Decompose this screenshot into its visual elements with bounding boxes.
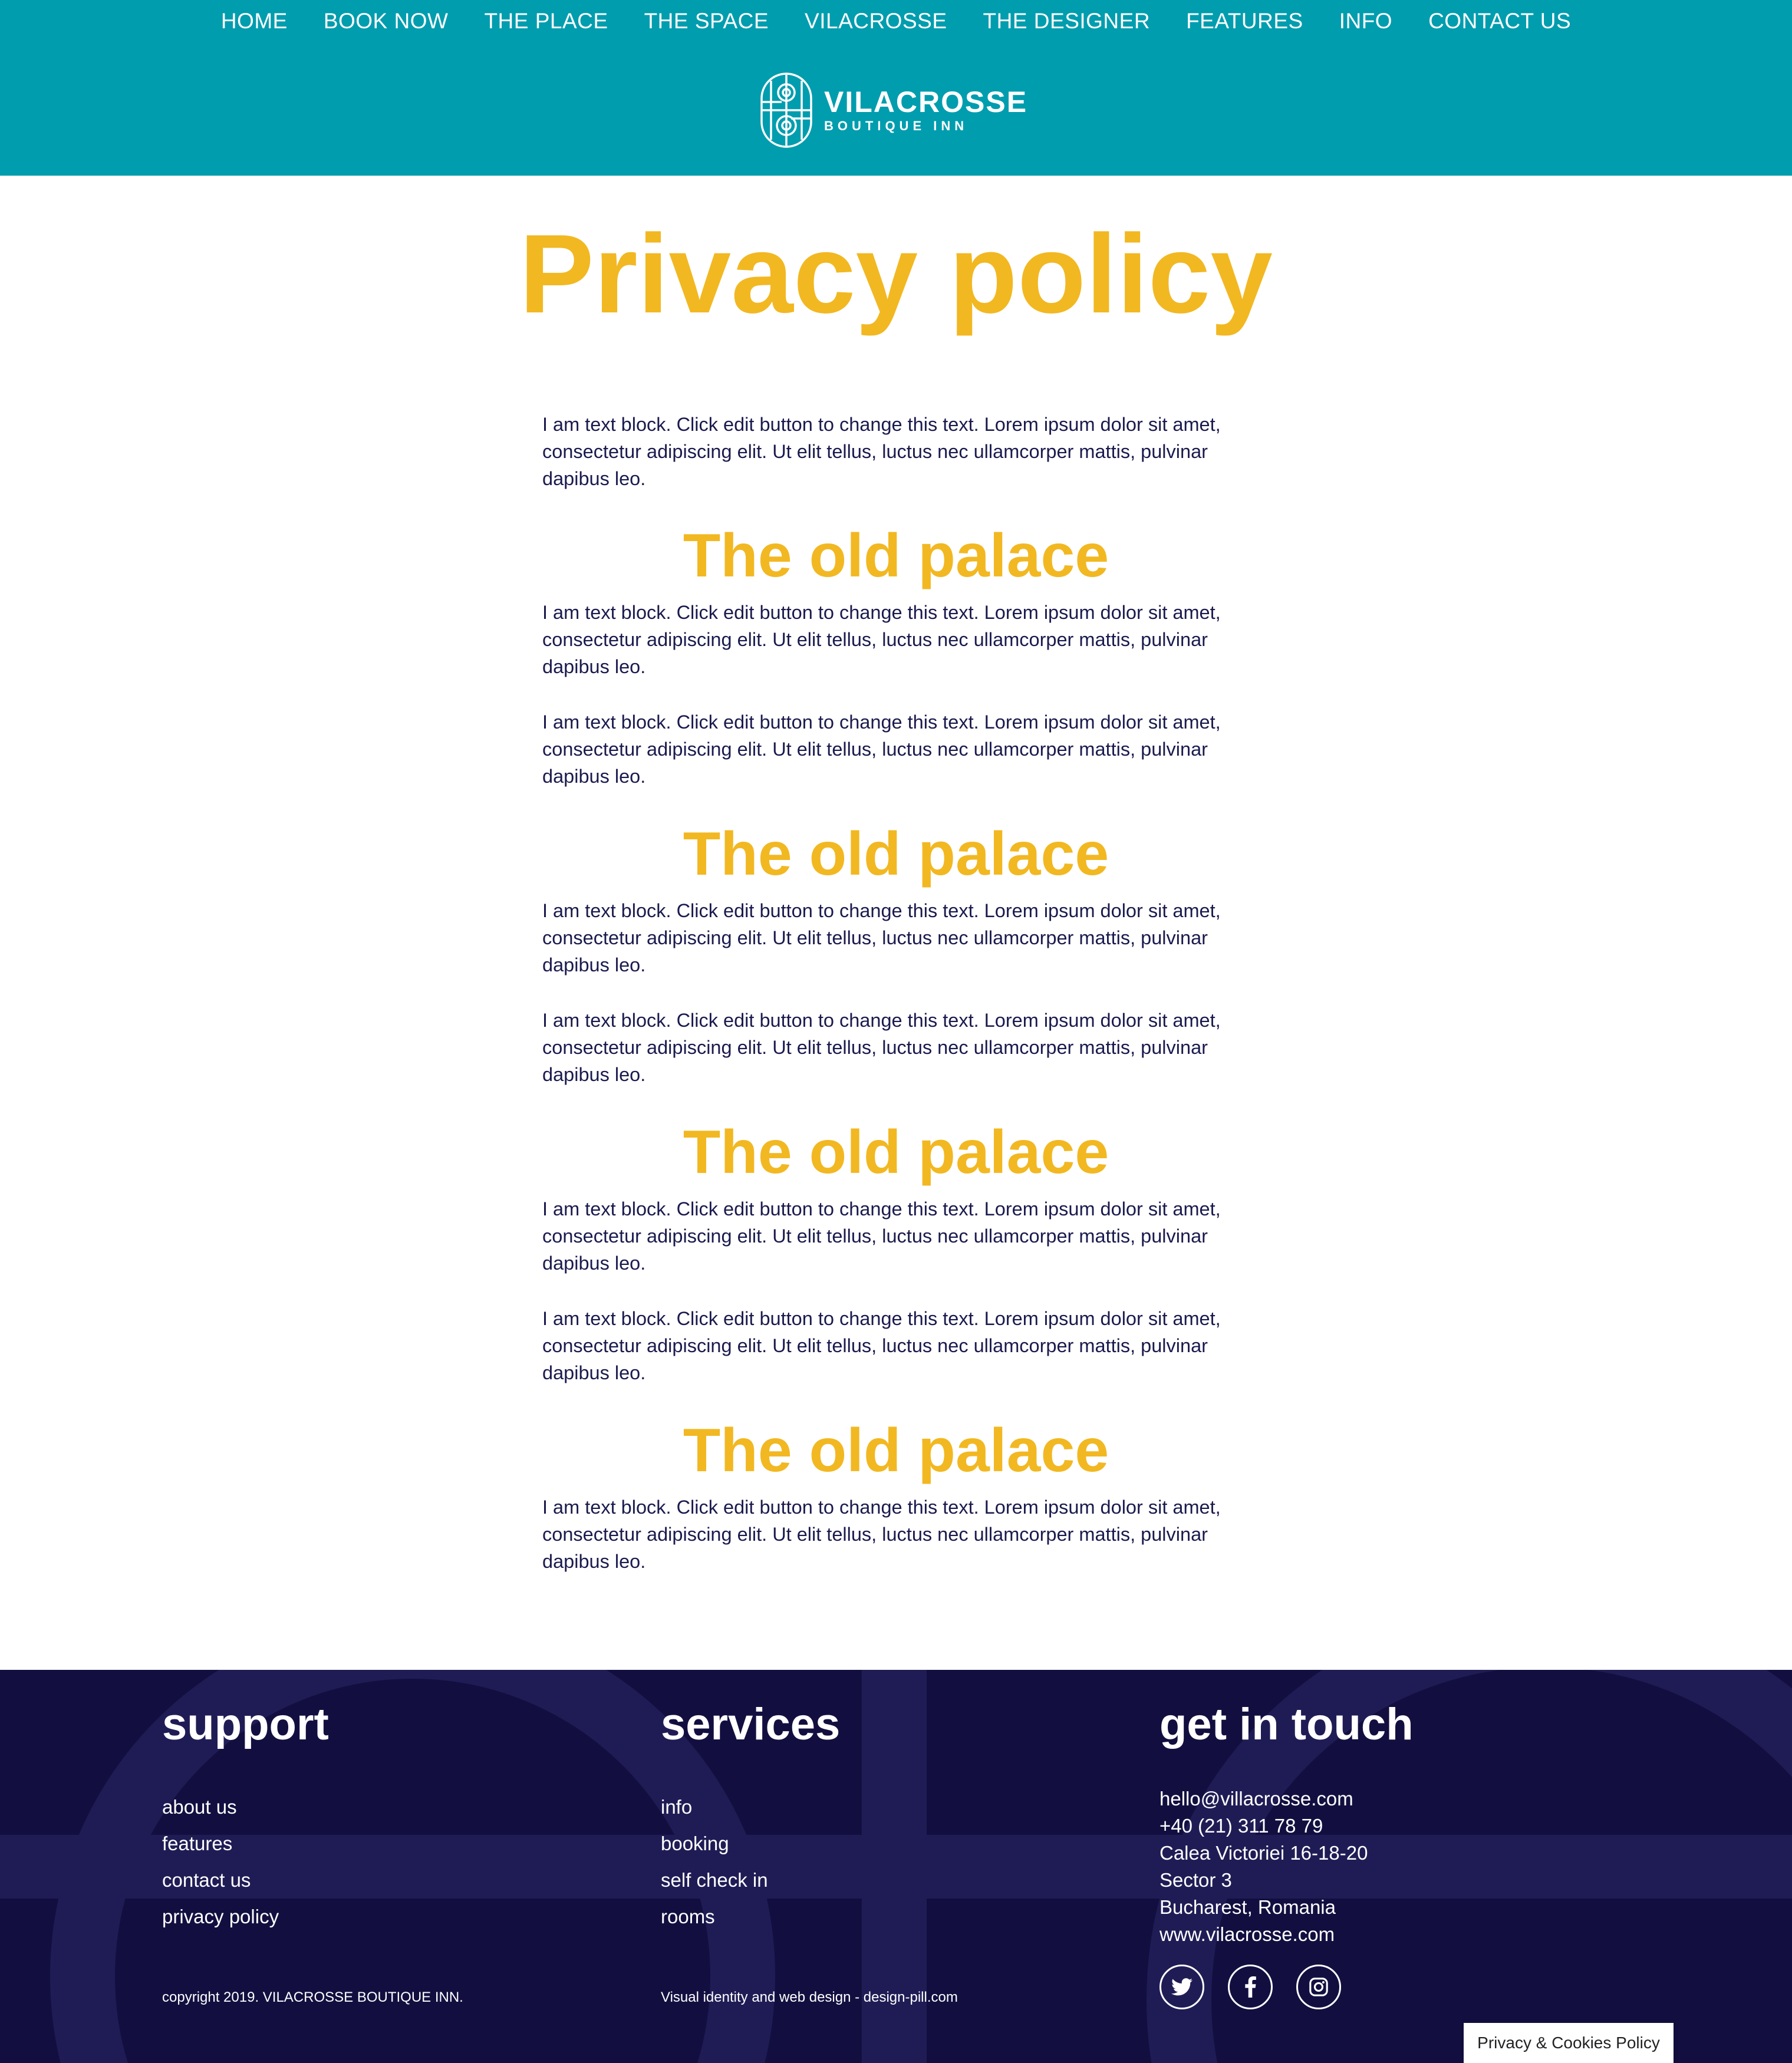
services-heading: services [661,1699,841,1749]
nav-the-designer[interactable]: THE DESIGNER [983,9,1151,33]
social-links [1159,1965,1341,2009]
facebook-button[interactable] [1228,1965,1273,2009]
contact-phone[interactable]: +40 (21) 311 78 79 [1159,1815,1323,1837]
logo-name: VILACROSSE [824,85,1028,118]
section-paragraph: I am text block. Click edit button to change this text. Lorem ipsum dolor sit amet, consectetur adipiscing elit. Ut elit tellus, luctus nec ullamcorper mattis, pulvinar dapibus leo. [542,900,1221,976]
design-credit[interactable]: Visual identity and web design - design-pill.com [661,1989,958,2005]
footer-link-features[interactable]: features [162,1833,233,1854]
nav-the-space[interactable]: THE SPACE [644,9,769,33]
site-footer [0,1670,1792,2063]
site-header [0,0,1792,176]
instagram-button[interactable] [1296,1965,1341,2009]
main-nav [0,0,1792,42]
twitter-button[interactable] [1159,1965,1204,2009]
support-heading: support [162,1699,329,1749]
facebook-icon [1244,1976,1256,1998]
contact-address-street: Calea Victoriei 16-18-20 [1159,1842,1368,1864]
page-title: Privacy policy [519,212,1273,337]
contact-address-sector: Sector 3 [1159,1869,1232,1891]
nav-features[interactable]: FEATURES [1186,9,1303,33]
contact-website[interactable]: www.vilacrosse.com [1159,1923,1335,1945]
vilacrosse-logo-icon [757,69,816,151]
section-paragraph: I am text block. Click edit button to change this text. Lorem ipsum dolor sit amet, consectetur adipiscing elit. Ut elit tellus, luctus nec ullamcorper mattis, pulvinar dapibus leo. [542,711,1221,787]
nav-vilacrosse[interactable]: VILACROSSE [805,9,947,33]
section-paragraph: I am text block. Click edit button to change this text. Lorem ipsum dolor sit amet, consectetur adipiscing elit. Ut elit tellus, luctus nec ullamcorper mattis, pulvinar dapibus leo. [542,1198,1221,1274]
section-heading: The old palace [683,820,1109,888]
contact-email[interactable]: hello@villacrosse.com [1159,1788,1353,1810]
section-paragraph: I am text block. Click edit button to change this text. Lorem ipsum dolor sit amet, consectetur adipiscing elit. Ut elit tellus, luctus nec ullamcorper mattis, pulvinar dapibus leo. [542,602,1221,677]
twitter-icon [1171,1978,1193,1996]
footer-link-rooms[interactable]: rooms [661,1906,715,1927]
logo-subtitle: BOUTIQUE INN [824,118,969,133]
nav-home[interactable]: HOME [220,9,288,33]
section-paragraph: I am text block. Click edit button to change this text. Lorem ipsum dolor sit amet, consectetur adipiscing elit. Ut elit tellus, luctus nec ullamcorper mattis, pulvinar dapibus leo. [542,1308,1221,1383]
footer-link-about-us[interactable]: about us [162,1796,237,1818]
section-heading: The old palace [683,522,1109,590]
nav-the-place[interactable]: THE PLACE [484,9,608,33]
nav-book-now[interactable]: BOOK NOW [323,9,449,33]
footer-link-booking[interactable]: booking [661,1833,729,1854]
nav-info[interactable]: INFO [1339,9,1393,33]
intro-paragraph: I am text block. Click edit button to change this text. Lorem ipsum dolor sit amet, consectetur adipiscing elit. Ut elit tellus, luctus nec ullamcorper mattis, pulvinar dapibus leo. [542,414,1221,489]
nav-contact-us[interactable]: CONTACT US [1428,9,1572,33]
footer-link-self-check-in[interactable]: self check in [661,1869,768,1891]
footer-link-privacy-policy[interactable]: privacy policy [162,1906,279,1927]
contact-address-city: Bucharest, Romania [1159,1896,1336,1918]
section-paragraph: I am text block. Click edit button to change this text. Lorem ipsum dolor sit amet, consectetur adipiscing elit. Ut elit tellus, luctus nec ullamcorper mattis, pulvinar dapibus leo. [542,1497,1221,1572]
footer-link-info[interactable]: info [661,1796,693,1818]
section-heading: The old palace [683,1416,1109,1485]
privacy-cookies-button[interactable]: Privacy & Cookies Policy [1464,2023,1674,2063]
contact-heading: get in touch [1159,1699,1414,1749]
instagram-icon [1309,1977,1329,1997]
site-logo[interactable] [757,68,1040,152]
copyright: copyright 2019. VILACROSSE BOUTIQUE INN. [162,1989,463,2005]
section-paragraph: I am text block. Click edit button to change this text. Lorem ipsum dolor sit amet, consectetur adipiscing elit. Ut elit tellus, luctus nec ullamcorper mattis, pulvinar dapibus leo. [542,1010,1221,1085]
section-heading: The old palace [683,1118,1109,1187]
footer-link-contact-us[interactable]: contact us [162,1869,251,1891]
